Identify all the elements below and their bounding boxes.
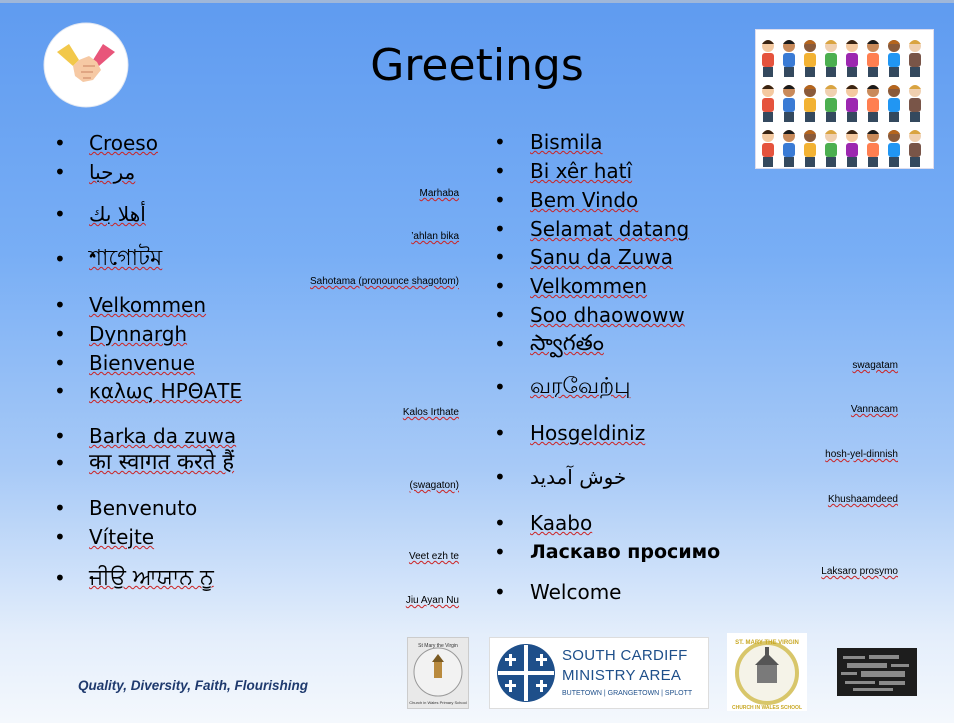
- left-greeting: Velkommen: [89, 293, 207, 317]
- school-motto: Quality, Diversity, Faith, Flourishing: [78, 678, 309, 693]
- left-greeting: Barka da zuwa: [89, 424, 237, 448]
- right-greeting: Bismila: [530, 130, 603, 154]
- left-greeting: ਜੀਉ ਆਯਾਨ ਨੂ: [89, 565, 214, 590]
- bullet-icon: •: [494, 580, 506, 604]
- bullet-icon: •: [494, 274, 506, 298]
- bullet-icon: •: [494, 332, 506, 356]
- bullet-icon: •: [494, 511, 506, 535]
- bullet-icon: •: [54, 496, 66, 520]
- bullet-icon: •: [54, 160, 66, 184]
- south-cardiff-ministry-logo: [489, 637, 709, 709]
- left-greeting: Bienvenue: [89, 351, 196, 375]
- bullet-icon: •: [494, 159, 506, 183]
- left-greeting: أهلا بك: [89, 202, 146, 226]
- bullet-icon: •: [54, 451, 66, 475]
- right-pronunciation: Khushaamdeed: [827, 494, 898, 505]
- bullet-icon: •: [54, 424, 66, 448]
- bullet-icon: •: [494, 303, 506, 327]
- right-greeting: Ласкаво просимо: [530, 541, 721, 563]
- right-greeting: స్వాగతం: [530, 331, 604, 356]
- left-pronunciation: ’ahlan bika: [411, 231, 459, 242]
- school-small-name: St Mary the Virgin: [418, 643, 458, 649]
- st-mary-virgin-school-logo: [727, 633, 807, 711]
- bullet-icon: •: [54, 131, 66, 155]
- st-mary-primary-logo: [407, 637, 469, 709]
- bullet-icon: •: [494, 245, 506, 269]
- school-small-type: Church in Wales Primary School: [409, 700, 467, 705]
- word-cloud-image: [837, 648, 917, 696]
- right-greeting: Hosgeldiniz: [530, 421, 646, 445]
- ministry-areas: BUTETOWN | GRANGETOWN | SPLOTT: [562, 690, 693, 697]
- right-greeting: Bem Vindo: [530, 188, 639, 212]
- bullet-icon: •: [54, 525, 66, 549]
- right-greeting: Welcome: [530, 580, 622, 604]
- ministry-title-1: SOUTH CARDIFF: [562, 647, 688, 664]
- left-greeting: Benvenuto: [89, 496, 198, 520]
- bullet-icon: •: [54, 351, 66, 375]
- bullet-icon: •: [494, 217, 506, 241]
- left-greeting: Vítejte: [89, 525, 155, 549]
- children-illustration: [755, 29, 934, 169]
- right-pronunciation: swagatam: [852, 360, 898, 371]
- left-pronunciation: Sahotama (pronounce shagotom): [310, 276, 459, 287]
- right-greeting: Bi xêr hatî: [530, 159, 633, 183]
- cross-emblem-icon: [496, 643, 556, 703]
- ministry-title-2: MINISTRY AREA: [562, 667, 682, 684]
- left-pronunciation: Jiu Ayan Nu: [405, 595, 459, 606]
- right-greeting: خوش آمدید: [530, 465, 627, 489]
- right-pronunciation: Vannacam: [850, 404, 898, 415]
- bullet-icon: •: [54, 247, 66, 271]
- left-pronunciation: Kalos Irthate: [402, 407, 459, 418]
- right-greeting: Selamat datang: [530, 217, 690, 241]
- right-greeting: Soo dhaowoww: [530, 303, 685, 327]
- bullet-icon: •: [494, 130, 506, 154]
- left-pronunciation: (swagaton): [409, 480, 459, 491]
- school-type-arc: CHURCH IN WALES SCHOOL: [732, 705, 802, 711]
- left-greeting: का स्वागत करते हैं: [89, 450, 235, 475]
- slide-top-border: [0, 0, 954, 3]
- bullet-icon: •: [494, 375, 506, 399]
- bullet-icon: •: [494, 421, 506, 445]
- bullet-icon: •: [54, 379, 66, 403]
- left-greeting: শাগোটম: [89, 246, 163, 271]
- left-greeting: مرحبا: [89, 160, 136, 184]
- school-name-arc: ST. MARY THE VIRGIN: [735, 640, 799, 646]
- left-pronunciation: Marhaba: [419, 188, 459, 199]
- left-greeting: Croeso: [89, 131, 158, 155]
- bullet-icon: •: [54, 566, 66, 590]
- left-greeting: Dynnargh: [89, 322, 188, 346]
- page-title: Greetings: [370, 40, 584, 91]
- bullet-icon: •: [54, 202, 66, 226]
- bullet-icon: •: [54, 322, 66, 346]
- right-greeting: Kaabo: [530, 511, 593, 535]
- right-pronunciation: hosh-yel-dinnish: [825, 449, 898, 460]
- left-pronunciation: Veet ezh te: [408, 551, 459, 562]
- bullet-icon: •: [494, 465, 506, 489]
- right-greeting: Velkommen: [530, 274, 648, 298]
- left-greeting: καλως ΗΡΘΑΤΕ: [89, 379, 243, 403]
- bullet-icon: •: [54, 293, 66, 317]
- right-greeting: Sanu da Zuwa: [530, 245, 673, 269]
- right-pronunciation: Laksaro prosymo: [821, 566, 898, 577]
- bullet-icon: •: [494, 188, 506, 212]
- bullet-icon: •: [494, 540, 506, 564]
- right-greeting: வரவேற்பு: [530, 374, 631, 399]
